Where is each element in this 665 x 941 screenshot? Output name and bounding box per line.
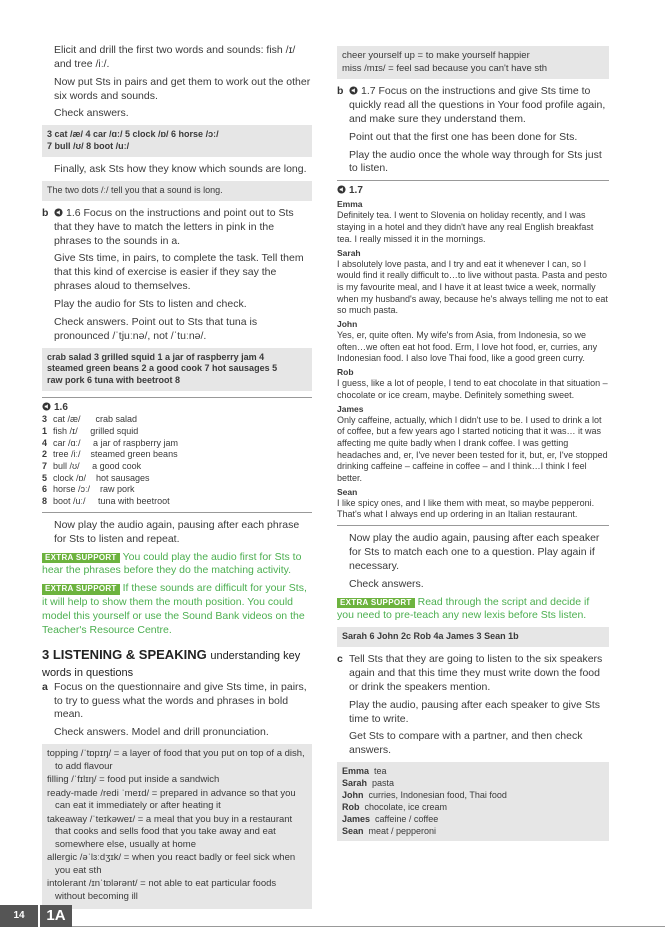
answer-line: [342, 790, 604, 802]
item-label: c: [337, 653, 343, 666]
section-title: 3 LISTENING & SPEAKING: [42, 646, 207, 662]
speaker-name: Sarah: [337, 247, 361, 258]
page-number: 14: [0, 905, 38, 927]
speaker-name: James: [337, 403, 364, 414]
answer-text: pasta: [367, 778, 395, 789]
answer-line: [342, 778, 604, 790]
audio-title: 1.6: [54, 402, 68, 414]
instruction-text: Play the audio once the whole way through for Sts just to listen.: [349, 148, 602, 175]
answer-line: [342, 826, 604, 838]
instruction-text: Play the audio, pausing after each speaker to give Sts time to write.: [349, 698, 600, 725]
speaker-name: Emma: [342, 766, 370, 777]
extra-support: [337, 596, 609, 624]
answer-line: 7 bull /ʊ/ 8 boot /uː/: [47, 141, 130, 152]
audio-row: [42, 496, 312, 508]
vocab-item: cheer yourself up = to make yourself happier: [342, 50, 530, 61]
audio-icon: [337, 185, 346, 194]
speaker-text: I guess, like a lot of people, I tend to eat chocolate in that situation – chocolate or ice cream, maybe. Definitely something sweet.: [337, 378, 608, 400]
audio-icon: [54, 208, 63, 217]
speaker-text: Only caffeine, actually, which I didn't use to be. I used to drink a lot of coffee, but a few years ago I started noticing that it was… it was affecting me quite badly when I drank coffee. I was getting headaches and, er, I've never been tested for it, but, er, I've stopped drinking caffeine – caffeine in coffee – and I think…I think I feel better.: [337, 414, 608, 484]
speaker-text: I like spicy ones, and I like them with meat, so maybe pepperoni. That's what I always end up ordering in an Italian restaurant.: [337, 497, 595, 520]
audio-row-text: horse /ɔː/ raw pork: [53, 484, 135, 495]
answer-text: tea: [369, 766, 387, 777]
instruction-text: Finally, ask Sts how they know which sounds are long.: [54, 163, 307, 176]
speaker-name: James: [342, 813, 371, 824]
instruction-text: Check answers. Model and drill pronunciation.: [54, 726, 269, 739]
instruction-text: Now play the audio again, pausing after each phrase for Sts to listen and repeat.: [54, 518, 300, 545]
instruction-text: 1.6 Focus on the instructions and point out to Sts that they have to match the letters in pink in the phrases to the sounds in a.: [54, 206, 294, 247]
instruction-text: Play the audio for Sts to listen and check.: [54, 297, 247, 310]
speaker-name: Sarah: [342, 778, 368, 789]
audio-icon: [349, 86, 358, 95]
speaker-text: Yes, er, quite often. My wife's from Asia, from Indonesia, so we often…we often eat hot food. Erm, I love hot food, er, curries, any Indonesian food. I also love Thai food, like a good green curry.: [337, 330, 598, 364]
instruction-text: 1.7 Focus on the instructions and give Sts time to quickly read all the questions in Your food profile again, and make sure they understand them.: [349, 85, 606, 125]
answer-line: [342, 802, 604, 814]
answer-line: crab salad 3 grilled squid 1 a jar of raspberry jam 4: [47, 351, 265, 362]
audio-row-text: clock /ɒ/ hot sausages: [53, 472, 150, 483]
footer-divider: [72, 926, 665, 927]
audio-row-number: 4: [42, 437, 48, 448]
vocab-box: [42, 744, 312, 908]
answer-text: curries, Indonesian food, Thai food: [363, 789, 507, 800]
extra-support-text: If these sounds are difficult for your Sts, it will help to show them the mouth position. You could model this yourself or use the Sound Bank videos on the Teacher's Resource Centre.: [42, 582, 307, 636]
answer-line: raw pork 6 tuna with beetroot 8: [47, 375, 181, 386]
audio-row-text: car /ɑː/ a jar of raspberry jam: [53, 437, 179, 448]
extra-support-badge: EXTRA SUPPORT: [42, 584, 120, 595]
section-a: [42, 681, 312, 723]
section-c: [337, 653, 609, 695]
audio-row: [42, 438, 312, 450]
extra-support-badge: EXTRA SUPPORT: [42, 553, 120, 564]
answer-line: steamed green beans 2 a good cook 7 hot sausages 5: [47, 363, 278, 374]
section-heading: [42, 646, 312, 681]
audio-row: [42, 484, 312, 496]
instruction-text: Get Sts to compare with a partner, and then check answers.: [349, 730, 583, 757]
vocab-item: topping /ˈtɒpɪŋ/ = a layer of food that you put on top of a dish, to add flavour: [47, 748, 305, 772]
section-b: [42, 207, 312, 249]
extra-support-text: Read through the script and decide if you need to pre-teach any new lexis before Sts listen.: [337, 595, 590, 622]
vocab-item: allergic /əˈlɜːdʒɪk/ = when you react badly or feel sick when you eat sth: [47, 852, 296, 876]
item-label: a: [42, 680, 48, 693]
instruction-text: Check answers.: [349, 577, 424, 590]
audio-row-number: 5: [42, 472, 48, 483]
extra-support-badge: EXTRA SUPPORT: [337, 598, 415, 609]
audio-title: 1.7: [349, 185, 363, 197]
audio-row: [42, 449, 312, 461]
instruction-text: Now play the audio again, pausing after each speaker for Sts to match each one to a question. Play again if necessary.: [349, 532, 600, 572]
item-label: b: [42, 206, 49, 219]
instruction-text: Check answers. Point out to Sts that tuna is pronounced /ˈtjuːnə/, not /ˈtuːnə/.: [54, 315, 258, 342]
audio-row-number: 8: [42, 496, 48, 507]
note-box: The two dots /ː/ tell you that a sound is long.: [42, 181, 312, 201]
vocab-item: filling /ˈfɪlɪŋ/ = food put inside a sandwich: [47, 774, 220, 786]
speaker-name: John: [342, 789, 364, 800]
extra-support-1: [42, 551, 312, 579]
audio-row-text: boot /uː/ tuna with beetroot: [53, 496, 170, 507]
speaker-text: I absolutely love pasta, and I try and eat it whenever I can, so I would find it really difficult to…to live without pasta. Pasta and pesto is my favourite meal, and I have it at least twice a week, normally when my husband's away, because he's always telling me not to eat so much pasta.: [337, 258, 608, 316]
audio-row: [42, 426, 312, 438]
speaker-name: John: [337, 319, 358, 329]
vocab-box-continued: [337, 46, 609, 79]
audio-row-text: cat /æ/ crab salad: [53, 414, 138, 425]
speaker-name: Emma: [337, 199, 363, 210]
extra-support-2: [42, 582, 312, 637]
audio-row-number: 6: [42, 484, 48, 495]
instruction-text: Point out that the first one has been done for Sts.: [349, 130, 578, 143]
speaker-name: Sean: [342, 825, 364, 836]
audio-row-text: fish /ɪ/ grilled squid: [53, 426, 139, 437]
answer-text: caffeine / coffee: [370, 813, 439, 824]
answer-box: [337, 762, 609, 841]
audio-row-number: 1: [42, 426, 48, 437]
audio-row: [42, 461, 312, 473]
right-column: [337, 46, 609, 847]
audio-script-heading: [337, 180, 609, 197]
answer-box: [42, 125, 312, 157]
vocab-item: ready-made /redi ˈmeɪd/ = prepared in advance so that you can eat it immediately or after heating it: [47, 787, 296, 812]
left-column: [42, 44, 312, 915]
vocab-item: intolerant /ɪnˈtɒlərənt/ = not able to eat particular foods without becoming ill: [47, 878, 277, 903]
audio-row-number: 3: [42, 414, 48, 425]
item-label: b: [337, 85, 344, 98]
answer-line: 3 cat /æ/ 4 car /ɑː/ 5 clock /ɒ/ 6 horse /ɔː/: [47, 129, 219, 140]
answer-box: Sarah 6 John 2c Rob 4a James 3 Sean 1b: [337, 627, 609, 647]
instruction-text: Focus on the questionnaire and give Sts time, in pairs, to try to guess what the words and phrases in bold mean.: [54, 680, 307, 721]
answer-line: [342, 814, 604, 826]
section-subtitle: understanding key words in questions: [42, 649, 301, 680]
audio-script: [42, 414, 312, 513]
answer-line: [342, 766, 604, 778]
audio-icon: [42, 402, 51, 411]
speaker-name: Rob: [342, 801, 360, 812]
vocab-item: takeaway /ˈteɪkəweɪ/ = a meal that you buy in a restaurant that cooks and sells food that you take away and eat somewhere else, usually at home: [47, 813, 293, 850]
audio-row-number: 7: [42, 461, 48, 472]
audio-row-text: bull /ʊ/ a good cook: [53, 461, 142, 472]
answer-box: [42, 348, 312, 392]
audio-script-heading: [42, 397, 312, 414]
instruction-text: Now put Sts in pairs and get them to work out the other six words and sounds.: [54, 75, 311, 102]
speaker-name: Sean: [337, 486, 358, 497]
speaker-name: Rob: [337, 367, 354, 378]
answer-text: meat / pepperoni: [363, 825, 437, 836]
instruction-text: Give Sts time, in pairs, to complete the task. Tell them that this kind of exercise is easier if they say the phrases aloud to themselves.: [54, 252, 304, 293]
answer-text: chocolate, ice cream: [359, 801, 448, 812]
instruction-text: Check answers.: [54, 107, 129, 120]
unit-label: 1A: [40, 905, 72, 927]
audio-row: [42, 473, 312, 485]
audio-row-number: 2: [42, 449, 48, 460]
audio-script: [337, 199, 609, 526]
vocab-item: miss /mɪs/ = feel sad because you can't have sth: [342, 62, 548, 74]
speaker-text: Definitely tea. I went to Slovenia on holiday recently, and I was staying in a hotel and they didn't have any real English breakfast tea. I really missed it in the mornings.: [337, 210, 594, 244]
audio-row: [42, 414, 312, 426]
extra-support-text: You could play the audio first for Sts to hear the phrases before they do the matching activity.: [42, 550, 302, 577]
audio-row-text: tree /iː/ steamed green beans: [53, 449, 178, 460]
instruction-text: Tell Sts that they are going to listen to the six speakers again and that this time they must write down the food or drink the speakers mention.: [349, 653, 603, 693]
section-b: [337, 85, 609, 127]
instruction-text: Elicit and drill the first two words and sounds: fish /ɪ/ and tree /iː/.: [54, 44, 296, 70]
